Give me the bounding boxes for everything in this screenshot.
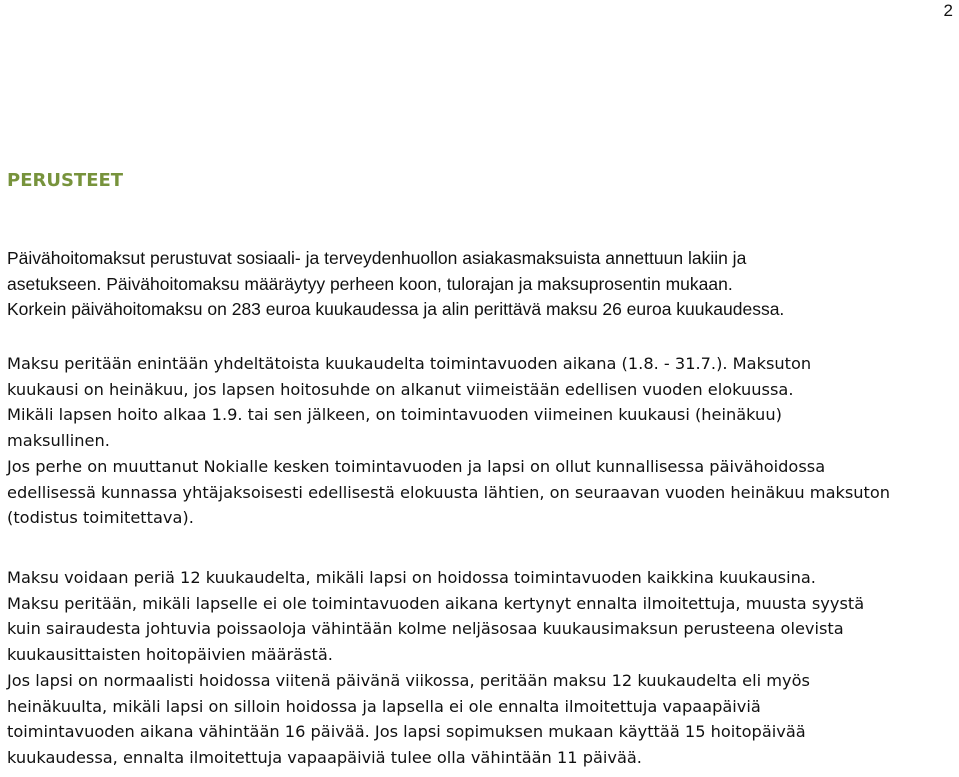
intro-paragraph (7, 246, 952, 323)
paragraph-line: Maksu voidaan periä 12 kuukaudelta, mikäli lapsi on hoidossa toimintavuoden kaikkina kuukausina. (7, 568, 816, 587)
paragraph-line: asetukseen. Päivähoitomaksu määräytyy perheen koon, tulorajan ja maksuprosentin mukaan. (7, 273, 733, 294)
paragraph-line: kuin sairaudesta johtuvia poissaoloja vähintään kolme neljäsosaa kuukausimaksun perusteena olevista (7, 619, 844, 639)
twelve-month-paragraph (7, 565, 955, 771)
paragraph-line: (todistus toimitettava). (7, 508, 194, 528)
paragraph-line: kuukausittaisten hoitopäivien määrästä. (7, 645, 333, 665)
paragraph-line: edellisessä kunnassa yhtäjaksoisesti edellisestä elokuusta lähtien, on seuraavan vuoden heinäkuu maksuton (7, 482, 891, 502)
paragraph-line: Maksu peritään enintään yhdeltätoista kuukaudelta toimintavuoden aikana (1.8. - 31.7.). Maksuton (7, 354, 812, 373)
paragraph-line: heinäkuulta, mikäli lapsi on silloin hoidossa ja lapsella ei ole ennalta ilmoitettuja vapaapäiviä (7, 696, 761, 716)
paragraph-line: Jos perhe on muuttanut Nokialle kesken toimintavuoden ja lapsi on ollut kunnallisessa päivähoidossa (7, 456, 826, 476)
billing-period-paragraph (7, 351, 955, 531)
section-heading: PERUSTEET (7, 170, 124, 191)
paragraph-line: toimintavuoden aikana vähintään 16 päivää. Jos lapsi sopimuksen mukaan käyttää 15 hoitopäivää (7, 722, 806, 742)
paragraph-line: Päivähoitomaksut perustuvat sosiaali- ja terveydenhuollon asiakasmaksuista annettuun lakiin ja (7, 248, 747, 268)
paragraph-line: kuukaudessa, ennalta ilmoitettuja vapaapäiviä tulee olla vähintään 11 päivää. (7, 747, 642, 767)
paragraph-line: Jos lapsi on normaalisti hoidossa viitenä päivänä viikossa, peritään maksu 12 kuukaudelta eli myös (7, 670, 810, 690)
paragraph-line: Maksu peritään, mikäli lapselle ei ole toimintavuoden aikana kertynyt ennalta ilmoitettuja, muusta syystä (7, 593, 865, 613)
paragraph-line: maksullinen. (7, 431, 110, 451)
paragraph-line: kuukausi on heinäkuu, jos lapsen hoitosuhde on alkanut viimeistään edellisen vuoden elokuussa. (7, 379, 794, 399)
paragraph-line: Korkein päivähoitomaksu on 283 euroa kuukaudessa ja alin perittävä maksu 26 euroa kuukaudessa. (7, 299, 785, 319)
paragraph-line: Mikäli lapsen hoito alkaa 1.9. tai sen jälkeen, on toimintavuoden viimeinen kuukausi (heinäkuu) (7, 405, 782, 425)
page-number: 2 (943, 1, 953, 20)
